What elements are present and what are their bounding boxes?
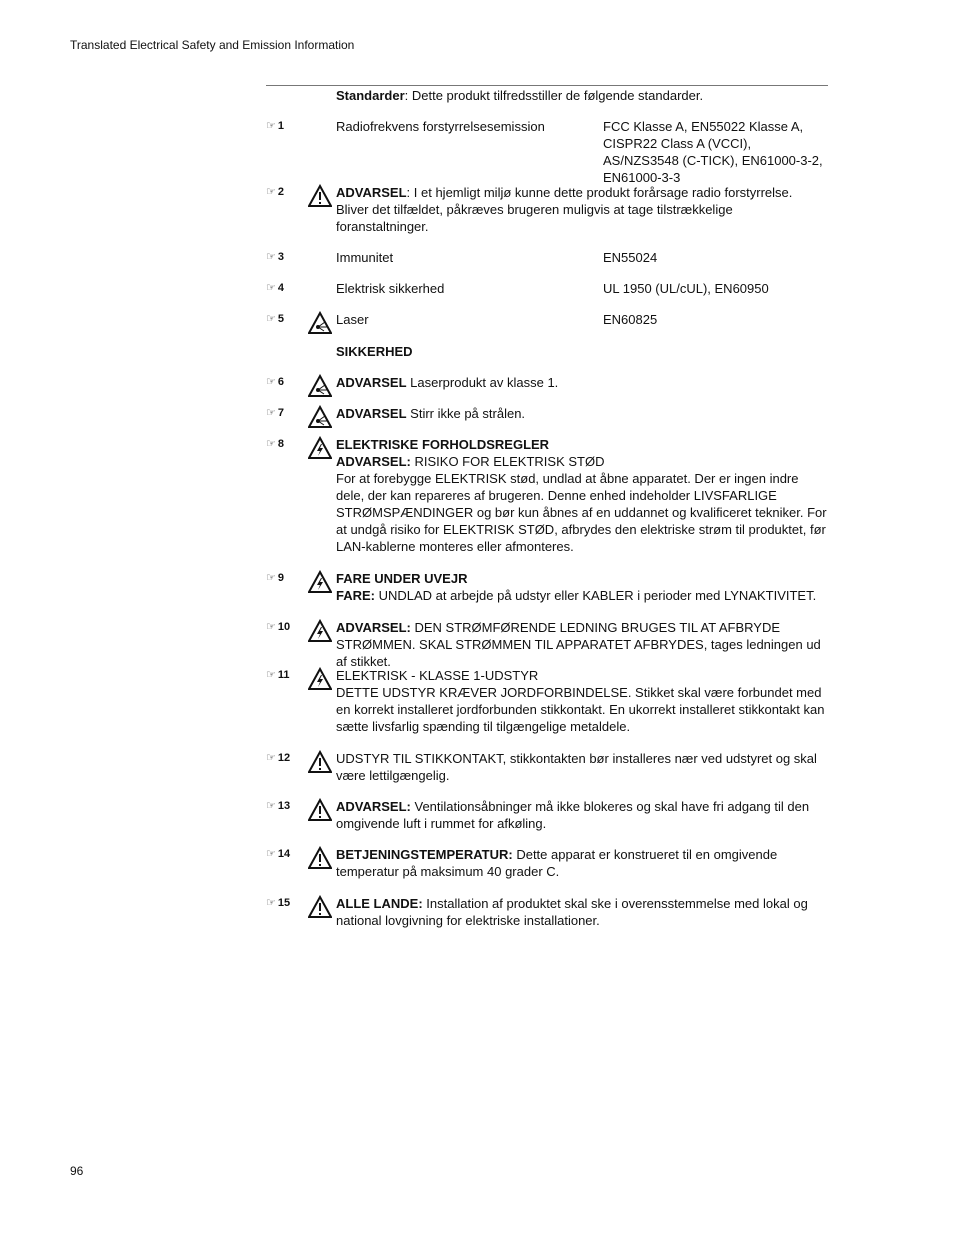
item-3-text: Immunitet — [336, 250, 394, 265]
pointing-hand-icon: ☞ — [266, 621, 276, 633]
item-1-text: Radiofrekvens forstyrrelsesemission — [336, 119, 545, 134]
pointing-hand-icon: ☞ — [266, 251, 276, 263]
pointing-hand-icon: ☞ — [266, 407, 276, 419]
safety-heading: SIKKERHED — [336, 344, 413, 359]
item-11-text: ELEKTRISK - KLASSE 1-UDSTYR DETTE UDSTYR KRÆVER JORDFORBINDELSE. Stikket skal være forbundet med en korrekt installeret jordforbunden stikkontakt. En ukorrekt installeret stikkontakt kan sætte livsfarlig spænding til tilgængelige metaldele. — [336, 668, 825, 734]
top-rule — [266, 85, 828, 86]
ref-11: ☞ 11 — [266, 669, 290, 681]
item-4-text: Elektrisk sikkerhed — [336, 281, 445, 296]
pointing-hand-icon: ☞ — [266, 669, 276, 681]
item-9-text: FARE UNDER UVEJR FARE: UNDLAD at arbejde på udstyr eller KABLER i perioder med LYNAKTIVITET. — [336, 571, 817, 603]
item-13-text: ADVARSEL: Ventilationsåbninger må ikke blokeres og skal have fri adgang til den omgivende luft i rummet for afkøling. — [336, 799, 810, 831]
pointing-hand-icon: ☞ — [266, 572, 276, 584]
pointing-hand-icon: ☞ — [266, 752, 276, 764]
intro-text: : Dette produkt tilfredsstiller de følgende standarder. — [404, 88, 704, 103]
item-1-standard: FCC Klasse A, EN55022 Klasse A, CISPR22 Class A (VCCI), AS/NZS3548 (C-TICK), EN61000-3-2, EN61000-3-3 — [603, 119, 823, 185]
ref-3: ☞ 3 — [266, 251, 284, 263]
item-15-text: ALLE LANDE: Installation af produktet skal ske i overensstemmelse med lokal og national lovgivning for elektriske installationer. — [336, 896, 808, 928]
warning-exclamation-icon — [308, 750, 332, 774]
item-6-text: ADVARSEL Laserprodukt av klasse 1. — [336, 375, 559, 390]
electric-shock-warning-icon — [308, 619, 332, 643]
intro-label: Standarder — [336, 88, 405, 103]
item-7-text: ADVARSEL Stirr ikke på strålen. — [336, 406, 526, 421]
warning-exclamation-icon — [308, 184, 332, 208]
pointing-hand-icon: ☞ — [266, 376, 276, 388]
laser-warning-icon — [308, 374, 332, 398]
pointing-hand-icon: ☞ — [266, 186, 276, 198]
item-14-text: BETJENINGSTEMPERATUR: Dette apparat er konstrueret til en omgivende temperatur på maksimum 40 grader C. — [336, 847, 778, 879]
electric-shock-warning-icon — [308, 436, 332, 460]
pointing-hand-icon: ☞ — [266, 848, 276, 860]
ref-13: ☞ 13 — [266, 800, 291, 812]
item-4-standard: UL 1950 (UL/cUL), EN60950 — [603, 281, 769, 296]
pointing-hand-icon: ☞ — [266, 282, 276, 294]
ref-7: ☞ 7 — [266, 407, 284, 419]
pointing-hand-icon: ☞ — [266, 800, 276, 812]
item-5-standard: EN60825 — [603, 312, 658, 327]
warning-exclamation-icon — [308, 846, 332, 870]
ref-1: ☞ 1 — [266, 120, 284, 132]
ref-2: ☞ 2 — [266, 186, 284, 198]
item-2-text: ADVARSEL: I et hjemligt miljø kunne dette produkt forårsage radio forstyrrelse. Bliver det tilfældet, påkræves brugeren muligvis at tage tilstrækkelige foranstaltninger. — [336, 185, 793, 234]
warning-exclamation-icon — [308, 798, 332, 822]
ref-6: ☞ 6 — [266, 376, 284, 388]
laser-warning-icon — [308, 311, 332, 335]
pointing-hand-icon: ☞ — [266, 897, 276, 909]
electric-shock-warning-icon — [308, 667, 332, 691]
ref-12: ☞ 12 — [266, 752, 291, 764]
item-10-text: ADVARSEL: DEN STRØMFØRENDE LEDNING BRUGES TIL AT AFBRYDE STRØMMEN. SKAL STRØMMEN TIL APPARATET AFBRYDES, tages ledningen ud af stikket. — [336, 620, 821, 669]
ref-8: ☞ 8 — [266, 438, 284, 450]
ref-9: ☞ 9 — [266, 572, 284, 584]
item-12-text: UDSTYR TIL STIKKONTAKT, stikkontakten bør installeres nær ved udstyret og skal være lettilgængelig. — [336, 751, 817, 783]
page-number: 96 — [70, 1164, 84, 1178]
running-header: Translated Electrical Safety and Emission Information — [70, 38, 355, 52]
item-8-text: ELEKTRISKE FORHOLDSREGLER ADVARSEL: RISIKO FOR ELEKTRISK STØD For at forebygge ELEKTRISK stød, undlad at åbne apparatet. Der er ingen indre dele, der kan repareres af brugeren. Denne enhed indeholder LIVSFARLIGE STRØMSPÆNDINGER og bør kun åbnes af en uddannet og kvalificeret tekniker. For at undgå risiko for ELEKTRISK STØD, afbrydes den elektriske strøm til produktet, før LAN-kablerne monteres eller afmonteres. — [336, 437, 827, 554]
ref-4: ☞ 4 — [266, 282, 284, 294]
pointing-hand-icon: ☞ — [266, 438, 276, 450]
ref-5: ☞ 5 — [266, 313, 284, 325]
pointing-hand-icon: ☞ — [266, 120, 276, 132]
intro-line — [336, 87, 826, 104]
ref-10: ☞ 10 — [266, 621, 291, 633]
item-3-standard: EN55024 — [603, 250, 658, 265]
warning-exclamation-icon — [308, 895, 332, 919]
ref-15: ☞ 15 — [266, 897, 291, 909]
electric-shock-warning-icon — [308, 570, 332, 594]
item-5-text: Laser — [336, 312, 369, 327]
laser-warning-icon — [308, 405, 332, 429]
pointing-hand-icon: ☞ — [266, 313, 276, 325]
ref-14: ☞ 14 — [266, 848, 291, 860]
